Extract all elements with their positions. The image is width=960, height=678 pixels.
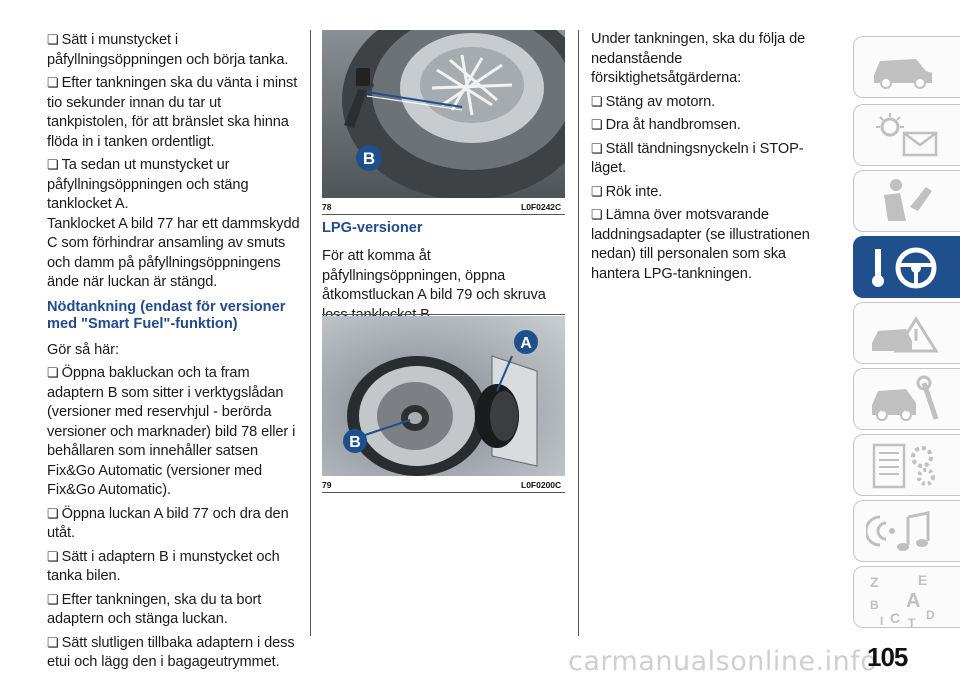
figure-code: L0F0200C — [521, 480, 562, 490]
figure-number: 78 — [322, 202, 332, 212]
paragraph: Tanklocket A bild 77 har ett dammskydd C som förhindrar ansamling av smuts och damm på påfyllningsöppningens ände när luckan är stängd. — [47, 215, 300, 290]
index-letter: B — [870, 598, 879, 612]
section-heading: Nödtankning (endast för versioner med "Smart Fuel"-funktion) — [47, 298, 286, 332]
column-divider — [310, 30, 311, 636]
tab-starting-driving[interactable] — [853, 236, 960, 298]
key-steering-wheel-icon — [866, 243, 946, 293]
paragraph: ❏ Sätt i adaptern B i munstycket och tanka bilen. — [47, 547, 302, 587]
car-emergency-icon — [866, 309, 946, 359]
index-letter: E — [918, 573, 928, 588]
figure-number: 79 — [322, 480, 332, 490]
index-letter: D — [926, 608, 935, 622]
paragraph: ❏ Öppna luckan A bild 77 och dra den utåt. — [47, 504, 302, 544]
paragraph: ❏ Sätt i munstycket i påfyllningsöppningen och börja tanka. — [47, 30, 302, 70]
warning-lights-icon — [866, 111, 946, 161]
tab-emergency[interactable] — [853, 302, 960, 364]
technical-data-icon — [866, 441, 946, 491]
page-number: 105 — [867, 642, 908, 672]
section-heading: LPG-versioner — [322, 220, 423, 236]
list-item: ❏ Dra åt handbromsen. — [591, 115, 836, 136]
seat-safety-icon — [866, 177, 946, 227]
index-letter: I — [880, 614, 884, 627]
column-divider — [578, 30, 579, 636]
tab-technical-data[interactable] — [853, 434, 960, 496]
figure-divider — [322, 492, 565, 493]
right-column — [591, 30, 836, 287]
list-item: ❏ Stäng av motorn. — [591, 92, 836, 113]
index-letter: T — [908, 616, 916, 627]
multimedia-icon — [866, 507, 946, 557]
tab-index[interactable] — [853, 566, 960, 628]
paragraph: ❏ Efter tankningen, ska du ta bort adaptern och stänga luckan. — [47, 590, 302, 630]
index-letters-icon — [866, 573, 946, 627]
tab-car-info[interactable] — [853, 36, 960, 98]
figure-divider — [322, 214, 565, 215]
paragraph: ❏ Efter tankningen ska du vänta i minst tio sekunder innan du tar ut tankpistolen, för att bränslet ska hinna flöda in i tanken ordentligt. — [47, 73, 302, 152]
tab-maintenance[interactable] — [853, 368, 960, 430]
label-a: A — [520, 335, 532, 352]
index-letter: Z — [870, 574, 879, 590]
car-maintenance-icon — [866, 375, 946, 425]
car-info-icon — [866, 43, 946, 93]
left-column — [47, 30, 302, 676]
label-b: B — [362, 149, 376, 168]
figure-divider — [322, 314, 565, 315]
list-item: ❏ Lämna över motsvarande laddningsadapter (se illustrationen nedan) till personalen som ska hantera LPG-tankningen. — [591, 205, 836, 284]
tab-warning-lights[interactable] — [853, 104, 960, 166]
index-letter: A — [906, 590, 921, 612]
watermark: carmanualsonline.info — [568, 646, 878, 677]
paragraph: ❏ Öppna bakluckan och ta fram adaptern B som sitter i verktygslådan (versioner med reservhjul - berörda versioner och marknader) bild 78 eller i behållaren som innehåller satsen Fix&Go Automatic (versioner med Fix&Go Automatic). — [47, 363, 302, 501]
paragraph: Gör så här: — [47, 341, 119, 358]
figure-code: L0F0242C — [521, 202, 562, 212]
tab-multimedia[interactable] — [853, 500, 960, 562]
figure-78 — [322, 30, 565, 198]
paragraph: ❏ Sätt slutligen tillbaka adaptern i dess etui och lägg den i bagageutrymmet. — [47, 633, 302, 673]
label-b: B — [349, 434, 361, 451]
figure-79 — [322, 316, 565, 476]
list-item: ❏ Rök inte. — [591, 182, 836, 203]
list-item: ❏ Ställ tändningsnyckeln i STOP-läget. — [591, 139, 836, 179]
paragraph: ❏ Ta sedan ut munstycket ur påfyllningsöppningen och stäng tanklocket A. — [47, 155, 302, 215]
paragraph: För att komma åt påfyllningsöppningen, öppna åtkomstluckan A bild 79 och skruva — [322, 248, 546, 303]
paragraph: Under tankningen, ska du följa de nedanstående försiktighetsåtgärderna: — [591, 31, 806, 86]
tab-seat-safety[interactable] — [853, 170, 960, 232]
index-letter: C — [890, 610, 901, 626]
